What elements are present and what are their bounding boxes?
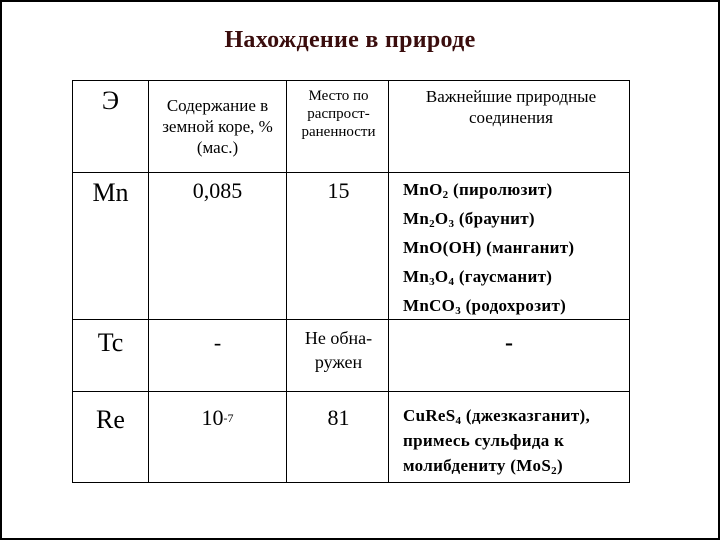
compound-mn2o3: $Mn_2O_3$ (браунит) bbox=[403, 209, 535, 230]
col-divider bbox=[286, 81, 287, 482]
compound-mn3o4: $Mn_3O_4$ (гаусманит) bbox=[403, 267, 553, 288]
row-tc-compounds: - bbox=[505, 329, 513, 356]
row-re-element: Re bbox=[96, 405, 125, 434]
row-tc-content: - bbox=[213, 330, 222, 355]
row-tc-rank: Не обна-ружен bbox=[304, 328, 373, 372]
row-mn-rank: 15 bbox=[327, 178, 350, 203]
header-element: Э bbox=[101, 86, 120, 115]
row-mn-element: Mn bbox=[92, 178, 129, 207]
occurrence-table bbox=[72, 80, 630, 483]
header-compounds: Важнейшие природные соединения bbox=[425, 87, 597, 127]
header-rank: Место по распрост-раненности bbox=[301, 88, 376, 140]
header-content: Содержание в земной коре, % (мас.) bbox=[162, 96, 273, 157]
compound-mno2: MnO$_2$ (пиролюзит) bbox=[403, 180, 553, 201]
compound-cures4: CuReS$_4$ (джезказганит), bbox=[403, 406, 591, 427]
row-mn-content: 0,085 bbox=[192, 178, 243, 203]
compound-re-note-2: молибдениту (MoS$_2$) bbox=[403, 456, 563, 477]
row-re-compounds bbox=[403, 403, 629, 478]
col-divider bbox=[388, 81, 389, 482]
row-mn-compounds bbox=[403, 175, 629, 320]
compound-mnooh: MnO(OH) (манганит) bbox=[403, 238, 575, 257]
row-re-rank: 81 bbox=[327, 405, 350, 430]
row-re-content: 10 -7 bbox=[201, 405, 234, 430]
row-divider bbox=[73, 172, 629, 173]
row-tc-element: Tc bbox=[97, 328, 124, 357]
row-divider bbox=[73, 391, 629, 392]
compound-mnco3: MnCO$_3$ (родохрозит) bbox=[403, 296, 567, 317]
compound-re-note-1: примесь сульфида к bbox=[403, 431, 565, 450]
slide-title: Нахождение в природе bbox=[192, 20, 508, 60]
